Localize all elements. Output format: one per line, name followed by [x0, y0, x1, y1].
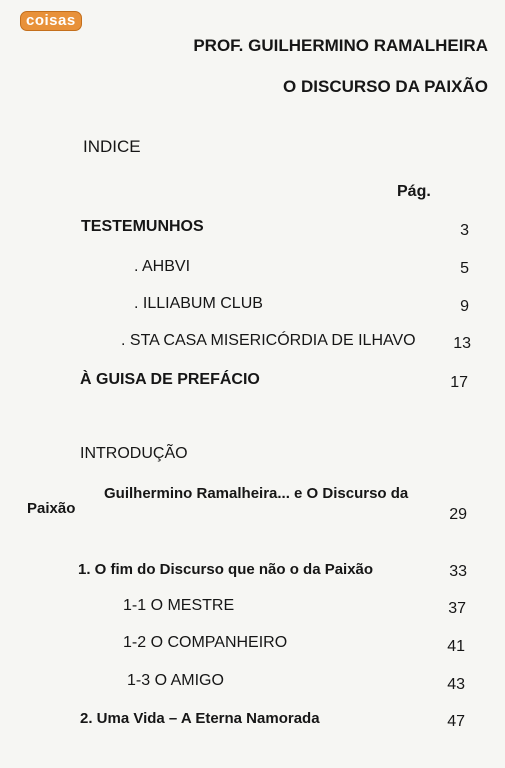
toc-page-1-3: 43 — [447, 676, 465, 693]
toc-page-1-2: 41 — [447, 638, 465, 655]
toc-page-prefacio: 17 — [450, 374, 468, 391]
watermark-logo: coisas — [20, 11, 82, 31]
toc-entry-ahbvi: . AHBVI — [134, 258, 191, 275]
toc-page-chapter-1: 33 — [449, 563, 467, 580]
toc-entry-prefacio: À GUISA DE PREFÁCIO — [80, 371, 260, 388]
book-title: O DISCURSO DA PAIXÃO — [283, 77, 488, 96]
toc-entry-guilhermino-line2: Paixão — [27, 500, 76, 517]
toc-entry-sta-casa: . STA CASA MISERICÓRDIA DE ILHAVO — [121, 332, 416, 349]
toc-page-illiabum-club: 9 — [460, 298, 469, 315]
index-heading: INDICE — [83, 137, 141, 156]
toc-entry-chapter-2: 2. Uma Vida – A Eterna Namorada — [80, 710, 320, 727]
toc-page-1-1: 37 — [448, 600, 466, 617]
toc-entry-illiabum-club: . ILLIABUM CLUB — [134, 295, 263, 312]
toc-entry-1-3: 1-3 O AMIGO — [127, 672, 224, 689]
toc-page-guilhermino: 29 — [449, 506, 467, 523]
author-name: PROF. GUILHERMINO RAMALHEIRA — [193, 36, 488, 55]
toc-page-ahbvi: 5 — [460, 260, 469, 277]
toc-section-introducao: INTRODUÇÃO — [80, 445, 188, 462]
toc-entry-testemunhos: TESTEMUNHOS — [81, 218, 204, 235]
toc-page-chapter-2: 47 — [447, 713, 465, 730]
page-column-heading: Pág. — [397, 183, 431, 200]
toc-entry-chapter-1: 1. O fim do Discurso que não o da Paixão — [78, 561, 374, 578]
toc-entry-guilhermino-line1: Guilhermino Ramalheira... e O Discurso da — [104, 485, 409, 502]
toc-page-sta-casa: 13 — [453, 335, 471, 352]
toc-entry-1-1: 1-1 O MESTRE — [123, 597, 235, 614]
toc-page-testemunhos: 3 — [460, 222, 469, 239]
toc-entry-1-2: 1-2 O COMPANHEIRO — [123, 634, 288, 651]
